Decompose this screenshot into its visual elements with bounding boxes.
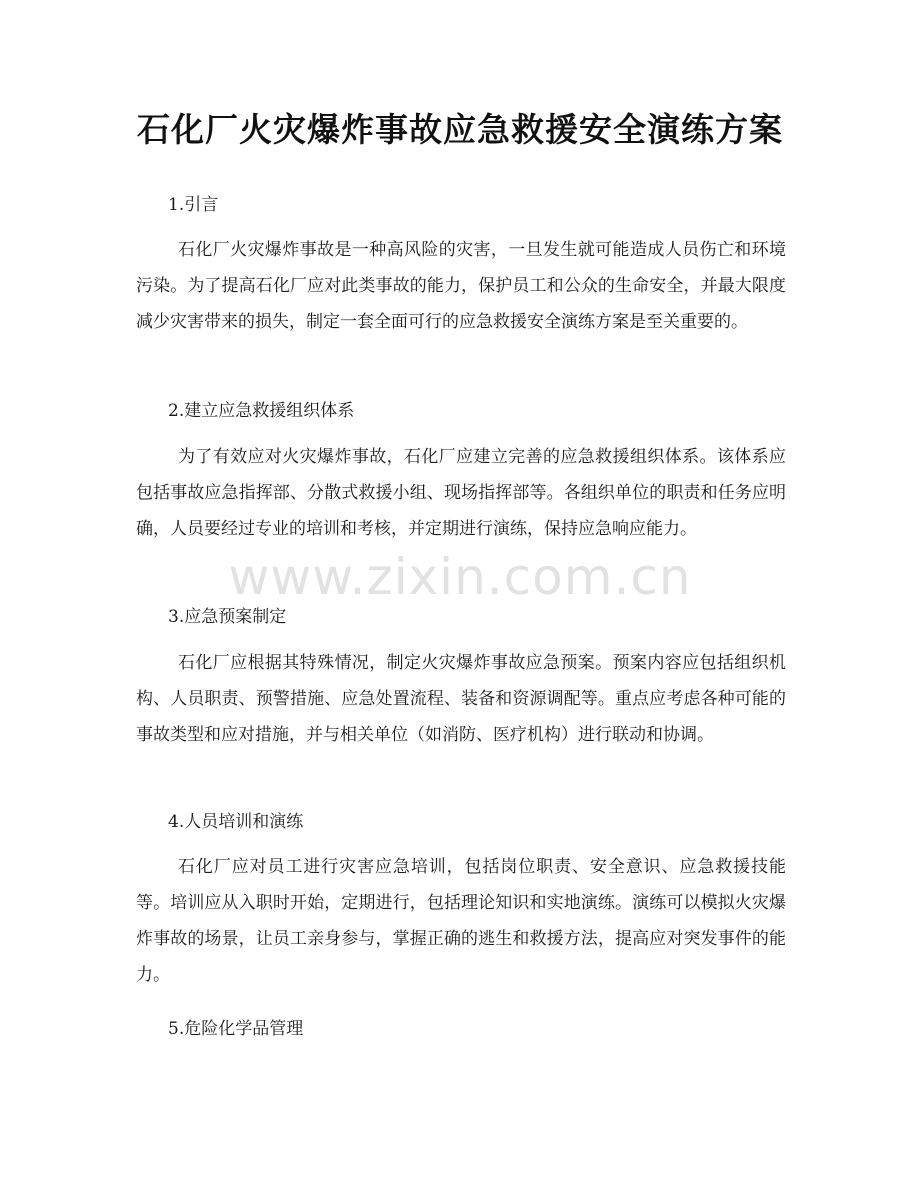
- section-body-1: 石化厂火灾爆炸事故是一种高风险的灾害，一旦发生就可能造成人员伤亡和环境污染。为了提高石化厂应对此类事故的能力，保护员工和公众的生命安全，并最大限度减少灾害带来的损失，制定一套全面可行的应急救援安全演练方案是至关重要的。: [136, 240, 786, 332]
- watermark: www.zixin.com.cn: [228, 548, 692, 606]
- section-heading-2: 2.建立应急救援组织体系: [168, 401, 355, 421]
- document-title: 石化厂火灾爆炸事故应急救援安全演练方案: [137, 110, 783, 149]
- section-heading-5: 5.危险化学品管理: [168, 1019, 304, 1039]
- section-heading-1: 1.引言: [168, 195, 219, 215]
- section-body-4: 石化厂应对员工进行灾害应急培训，包括岗位职责、安全意识、应急救援技能等。培训应从入职时开始，定期进行，包括理论知识和实地演练。演练可以模拟火灾爆炸事故的场景，让员工亲身参与，掌握正确的逃生和救援方法，提高应对突发事件的能力。: [136, 857, 786, 985]
- section-body-3: 石化厂应根据其特殊情况，制定火灾爆炸事故应急预案。预案内容应包括组织机构、人员职责、预警措施、应急处置流程、装备和资源调配等。重点应考虑各种可能的事故类型和应对措施，并与相关单位（如消防、医疗机构）进行联动和协调。: [136, 653, 786, 745]
- section-heading-4: 4.人员培训和演练: [168, 812, 304, 832]
- section-heading-3: 3.应急预案制定: [168, 607, 287, 627]
- section-body-2: 为了有效应对火灾爆炸事故，石化厂应建立完善的应急救援组织体系。该体系应包括事故应急指挥部、分散式救援小组、现场指挥部等。各组织单位的职责和任务应明确，人员要经过专业的培训和考核，并定期进行演练，保持应急响应能力。: [136, 447, 786, 539]
